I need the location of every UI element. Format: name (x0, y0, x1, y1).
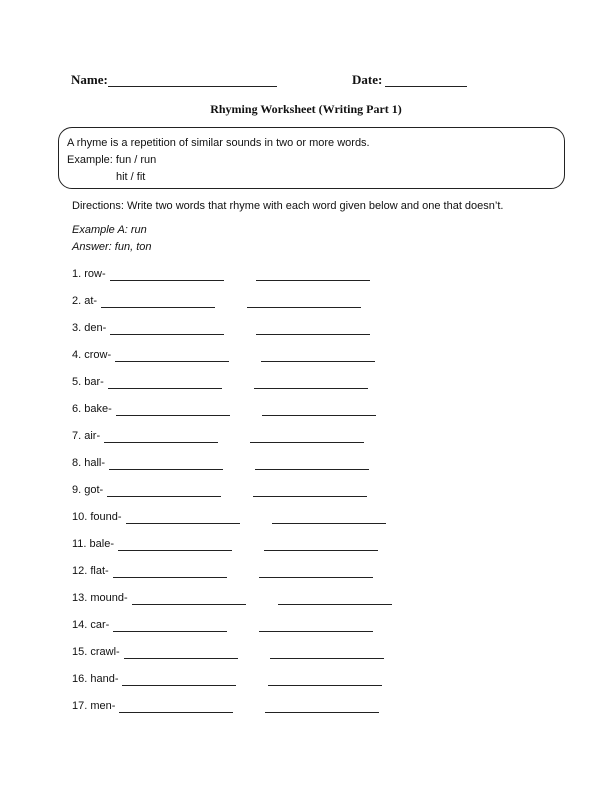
rhyme-item-label: 4. crow- (72, 349, 112, 361)
non-rhyme-answer-field[interactable] (259, 577, 373, 578)
non-rhyme-answer-field[interactable] (261, 361, 375, 362)
rhyme-item-label: 15. crawl- (72, 646, 120, 658)
rhyme-item-label: 12. flat- (72, 565, 109, 577)
rhyme-item-label: 11. bale- (72, 538, 114, 550)
non-rhyme-answer-field[interactable] (265, 712, 379, 713)
rhyme-answer-field[interactable] (126, 523, 240, 524)
rhyme-item-label: 10. found- (72, 511, 122, 523)
rhyme-answer-field[interactable] (101, 307, 215, 308)
non-rhyme-answer-field[interactable] (255, 469, 369, 470)
non-rhyme-answer-field[interactable] (256, 280, 370, 281)
definition-example: Example: fun / run (67, 154, 157, 166)
rhyme-item-label: 16. hand- (72, 673, 119, 685)
non-rhyme-answer-field[interactable] (264, 550, 378, 551)
rhyme-answer-field[interactable] (115, 361, 229, 362)
rhyme-item-label: 7. air- (72, 430, 101, 442)
rhyme-item-label: 9. got- (72, 484, 104, 496)
rhyme-answer-field[interactable] (118, 550, 232, 551)
rhyme-item-label: 8. hall- (72, 457, 106, 469)
name-field[interactable] (108, 86, 277, 87)
rhyme-item-label: 1. row- (72, 268, 106, 280)
definition-example-2: hit / fit (116, 171, 146, 183)
rhyme-item-label: 13. mound- (72, 592, 128, 604)
rhyme-item-label: 2. at- (72, 295, 98, 307)
non-rhyme-answer-field[interactable] (270, 658, 384, 659)
rhyme-item-label: 6. bake- (72, 403, 112, 415)
non-rhyme-answer-field[interactable] (254, 388, 368, 389)
rhyme-answer-field[interactable] (110, 280, 224, 281)
non-rhyme-answer-field[interactable] (272, 523, 386, 524)
worksheet-title: Rhyming Worksheet (Writing Part 1) (210, 102, 402, 116)
rhyme-answer-field[interactable] (110, 334, 224, 335)
non-rhyme-answer-field[interactable] (262, 415, 376, 416)
rhyme-answer-field[interactable] (104, 442, 218, 443)
non-rhyme-answer-field[interactable] (250, 442, 364, 443)
rhyme-answer-field[interactable] (116, 415, 230, 416)
non-rhyme-answer-field[interactable] (247, 307, 361, 308)
directions-text: Directions: Write two words that rhyme with each word given below and one that doesn’t. (72, 200, 504, 212)
non-rhyme-answer-field[interactable] (259, 631, 373, 632)
non-rhyme-answer-field[interactable] (253, 496, 367, 497)
example-prompt: Example A: run (72, 224, 147, 236)
rhyme-item-label: 14. car- (72, 619, 110, 631)
rhyme-answer-field[interactable] (107, 496, 221, 497)
rhyme-answer-field[interactable] (119, 712, 233, 713)
date-label: Date: (352, 72, 383, 87)
definition-text: A rhyme is a repetition of similar sounds in two or more words. (67, 137, 370, 149)
rhyme-item-label: 17. men- (72, 700, 116, 712)
rhyme-answer-field[interactable] (113, 631, 227, 632)
example-answer: Answer: fun, ton (72, 241, 152, 253)
date-field[interactable] (385, 86, 467, 87)
rhyme-answer-field[interactable] (108, 388, 222, 389)
rhyme-answer-field[interactable] (113, 577, 227, 578)
non-rhyme-answer-field[interactable] (268, 685, 382, 686)
name-label: Name: (71, 72, 108, 87)
rhyme-item-label: 3. den- (72, 322, 107, 334)
non-rhyme-answer-field[interactable] (256, 334, 370, 335)
rhyme-answer-field[interactable] (124, 658, 238, 659)
rhyme-item-label: 5. bar- (72, 376, 104, 388)
rhyme-answer-field[interactable] (109, 469, 223, 470)
rhyme-answer-field[interactable] (122, 685, 236, 686)
non-rhyme-answer-field[interactable] (278, 604, 392, 605)
rhyme-answer-field[interactable] (132, 604, 246, 605)
